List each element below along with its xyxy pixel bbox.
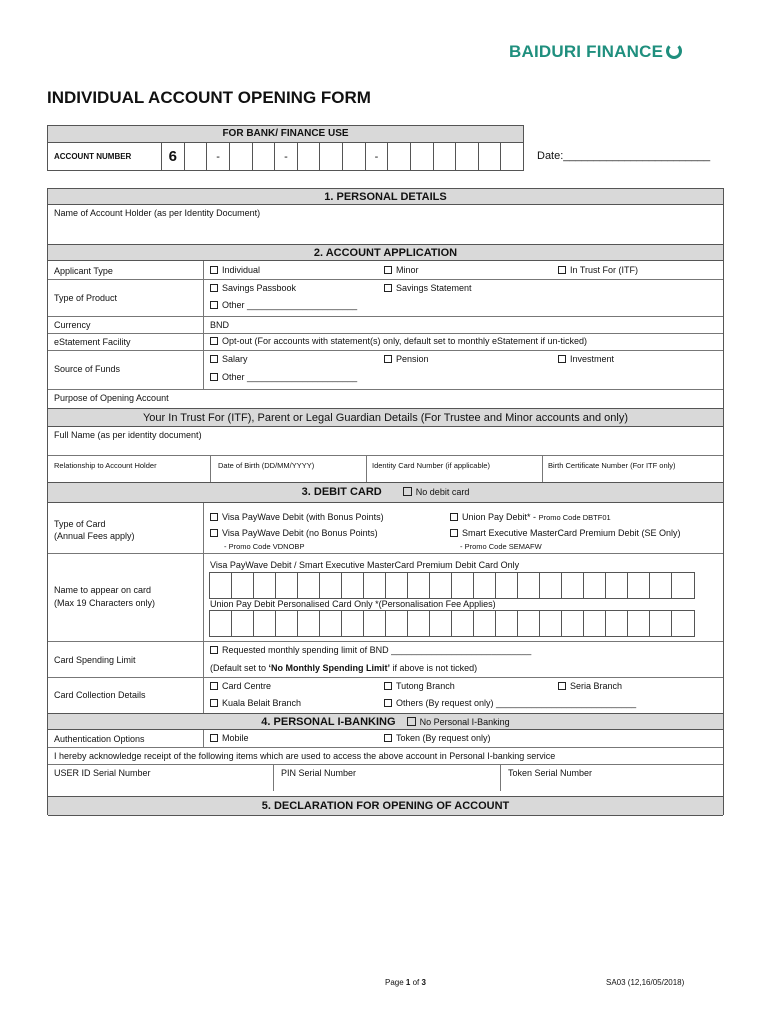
bank-use-heading: FOR BANK/ FINANCE USE — [48, 126, 523, 143]
account-cell[interactable] — [411, 143, 434, 171]
account-cell[interactable] — [253, 143, 276, 171]
pension-option[interactable]: Pension — [384, 354, 429, 364]
ic-label: Identity Card Number (if applicable) — [372, 461, 490, 470]
checkbox-icon — [210, 284, 218, 292]
row-divider — [48, 389, 723, 390]
dob-label: Date of Birth (DD/MM/YYYY) — [218, 461, 315, 470]
checkbox-icon — [210, 373, 218, 381]
union-promo: Promo Code DBTF01 — [538, 513, 611, 522]
acknowledge-text: I hereby acknowledge receipt of the following items which are used to access the above account in Personal I-banking service — [54, 751, 556, 761]
type-product-label: Type of Product — [54, 293, 118, 303]
annual-fees-label: (Annual Fees apply) — [54, 531, 135, 541]
row-divider — [48, 333, 723, 334]
column-divider — [203, 261, 204, 389]
row-divider — [48, 747, 723, 748]
section-account-application: 2. ACCOUNT APPLICATION — [48, 244, 723, 261]
logo-mark-icon — [666, 43, 682, 59]
section-personal-details: 1. PERSONAL DETAILS — [48, 188, 723, 205]
smart-promo: - Promo Code SEMAFW — [460, 542, 542, 551]
checkbox-icon — [384, 284, 392, 292]
investment-option[interactable]: Investment — [558, 354, 614, 364]
checkbox-icon — [407, 717, 416, 726]
checkbox-icon — [210, 529, 218, 537]
card-centre-option[interactable]: Card Centre — [210, 681, 271, 691]
row-divider — [48, 350, 723, 351]
form-code: SA03 (12,16/05/2018) — [606, 978, 685, 987]
form-frame — [47, 188, 724, 815]
account-number-row — [48, 143, 523, 171]
section-declaration: 5. DECLARATION FOR OPENING OF ACCOUNT — [48, 796, 723, 816]
salary-option[interactable]: Salary — [210, 354, 248, 364]
bank-use-box — [47, 125, 524, 171]
account-cell[interactable] — [501, 143, 523, 171]
other-product-option[interactable]: Other ______________________ — [210, 300, 357, 310]
union-pay-option[interactable]: Union Pay Debit* - Promo Code DBTF01 — [450, 512, 611, 522]
account-cell[interactable] — [185, 143, 208, 171]
visa-bonus-option[interactable]: Visa PayWave Debit (with Bonus Points) — [210, 512, 384, 522]
checkbox-icon — [403, 487, 412, 496]
currency-value: BND — [210, 320, 230, 330]
column-divider — [500, 764, 501, 791]
checkbox-icon — [210, 355, 218, 363]
visa-card-only-label: Visa PayWave Debit / Smart Executive MasterCard Premium Debit Card Only — [210, 560, 520, 570]
savings-passbook-option[interactable]: Savings Passbook — [210, 283, 296, 293]
checkbox-icon — [558, 355, 566, 363]
token-option[interactable]: Token (By request only) — [384, 733, 491, 743]
applicant-type-label: Applicant Type — [54, 266, 113, 276]
optout-option[interactable]: Opt-out (For accounts with statement(s) only, default set to monthly eStatement if un-ticked) — [210, 336, 587, 346]
tutong-option[interactable]: Tutong Branch — [384, 681, 455, 691]
checkbox-icon — [558, 682, 566, 690]
column-divider — [542, 455, 543, 482]
guardian-full-name-label: Full Name (as per identity document) — [54, 430, 202, 440]
type-card-label: Type of Card — [54, 519, 106, 529]
debit-card-title: 3. DEBIT CARD — [301, 486, 382, 498]
checkbox-icon — [210, 513, 218, 521]
account-cell[interactable] — [479, 143, 502, 171]
visa-name-boxes[interactable] — [209, 572, 695, 599]
checkbox-icon — [210, 734, 218, 742]
row-divider — [48, 641, 723, 642]
auth-label: Authentication Options — [54, 734, 145, 744]
row-divider — [48, 316, 723, 317]
checkbox-icon — [384, 682, 392, 690]
column-divider — [366, 455, 367, 482]
account-cell[interactable]: - — [366, 143, 389, 171]
row-divider — [48, 553, 723, 554]
checkbox-icon — [210, 646, 218, 654]
brand-logo — [509, 42, 682, 62]
checkbox-icon — [450, 529, 458, 537]
checkbox-icon — [384, 699, 392, 707]
row-divider — [48, 455, 723, 456]
page-number: Page 1 of 3 — [385, 978, 426, 987]
checkbox-icon — [210, 337, 218, 345]
row-divider — [48, 764, 723, 765]
column-divider — [273, 764, 274, 791]
checkbox-icon — [384, 266, 392, 274]
estatement-label: eStatement Facility — [54, 337, 131, 347]
union-name-boxes[interactable] — [209, 610, 695, 637]
section-personal-ibanking — [48, 713, 723, 730]
account-cell[interactable] — [343, 143, 366, 171]
no-ibanking-option[interactable]: No Personal I-Banking — [407, 717, 510, 727]
account-cell[interactable] — [320, 143, 343, 171]
individual-option[interactable]: Individual — [210, 265, 260, 275]
currency-label: Currency — [54, 320, 91, 330]
account-cell[interactable] — [388, 143, 411, 171]
name-card-label: Name to appear on card — [54, 585, 152, 595]
checkbox-icon — [558, 266, 566, 274]
account-cell[interactable] — [298, 143, 321, 171]
account-cell[interactable] — [456, 143, 479, 171]
no-debit-option[interactable]: No debit card — [403, 487, 470, 497]
account-cell[interactable]: 6 — [162, 143, 185, 171]
account-cell[interactable] — [230, 143, 253, 171]
page-title: INDIVIDUAL ACCOUNT OPENING FORM — [47, 88, 371, 107]
account-cell[interactable]: - — [207, 143, 230, 171]
visa-no-bonus-option[interactable]: Visa PayWave Debit (no Bonus Points) — [210, 528, 378, 538]
section-itf-guardian: Your In Trust For (ITF), Parent or Legal Guardian Details (For Trustee and Minor accounts and only) — [48, 408, 723, 427]
collection-label: Card Collection Details — [54, 690, 146, 700]
source-funds-label: Source of Funds — [54, 364, 121, 374]
pin-label: PIN Serial Number — [281, 768, 357, 778]
checkbox-icon — [210, 266, 218, 274]
row-divider — [48, 279, 723, 280]
checkbox-icon — [450, 513, 458, 521]
column-divider — [203, 503, 204, 713]
in-trust-option[interactable]: In Trust For (ITF) — [558, 265, 638, 275]
brand-name: BAIDURI FINANCE — [509, 42, 664, 61]
savings-statement-option[interactable]: Savings Statement — [384, 283, 472, 293]
row-divider — [48, 677, 723, 678]
date-field[interactable]: Date:________________________ — [537, 150, 711, 162]
spending-limit-label: Card Spending Limit — [54, 655, 136, 665]
kuala-belait-option[interactable]: Kuala Belait Branch — [210, 698, 301, 708]
account-cell[interactable]: - — [275, 143, 298, 171]
purpose-label: Purpose of Opening Account — [54, 393, 169, 403]
checkbox-icon — [210, 682, 218, 690]
checkbox-icon — [210, 699, 218, 707]
checkbox-icon — [210, 301, 218, 309]
mobile-option[interactable]: Mobile — [210, 733, 249, 743]
column-divider — [210, 455, 211, 482]
section-debit-card — [48, 482, 723, 503]
birth-cert-label: Birth Certificate Number (For ITF only) — [548, 461, 676, 470]
smart-exec-option[interactable]: Smart Executive MasterCard Premium Debit (SE Only) — [450, 528, 681, 538]
account-number-label: ACCOUNT NUMBER — [48, 143, 162, 171]
union-personalised-label: Union Pay Debit Personalised Card Only *(Personalisation Fee Applies) — [210, 599, 496, 609]
account-holder-name-label: Name of Account Holder (as per Identity Document) — [54, 208, 261, 218]
account-cell[interactable] — [434, 143, 457, 171]
other-funds-option[interactable]: Other ______________________ — [210, 372, 357, 382]
ibanking-title: 4. PERSONAL I-BANKING — [261, 716, 396, 728]
others-option[interactable]: Others (By request only) ____________________________ — [384, 698, 636, 708]
user-id-label: USER ID Serial Number — [54, 768, 151, 778]
token-serial-label: Token Serial Number — [508, 768, 593, 778]
checkbox-icon — [384, 734, 392, 742]
minor-option[interactable]: Minor — [384, 265, 419, 275]
seria-option[interactable]: Seria Branch — [558, 681, 622, 691]
max-chars-label: (Max 19 Characters only) — [54, 598, 156, 608]
checkbox-icon — [384, 355, 392, 363]
column-divider — [203, 730, 204, 747]
requested-limit-option[interactable]: Requested monthly spending limit of BND ____________________________ — [210, 645, 531, 655]
visa-promo: - Promo Code VDNOBP — [224, 542, 305, 551]
default-limit-note: (Default set to ‘No Monthly Spending Limit’ if above is not ticked) — [210, 663, 478, 673]
relationship-label: Relationship to Account Holder — [54, 461, 157, 470]
